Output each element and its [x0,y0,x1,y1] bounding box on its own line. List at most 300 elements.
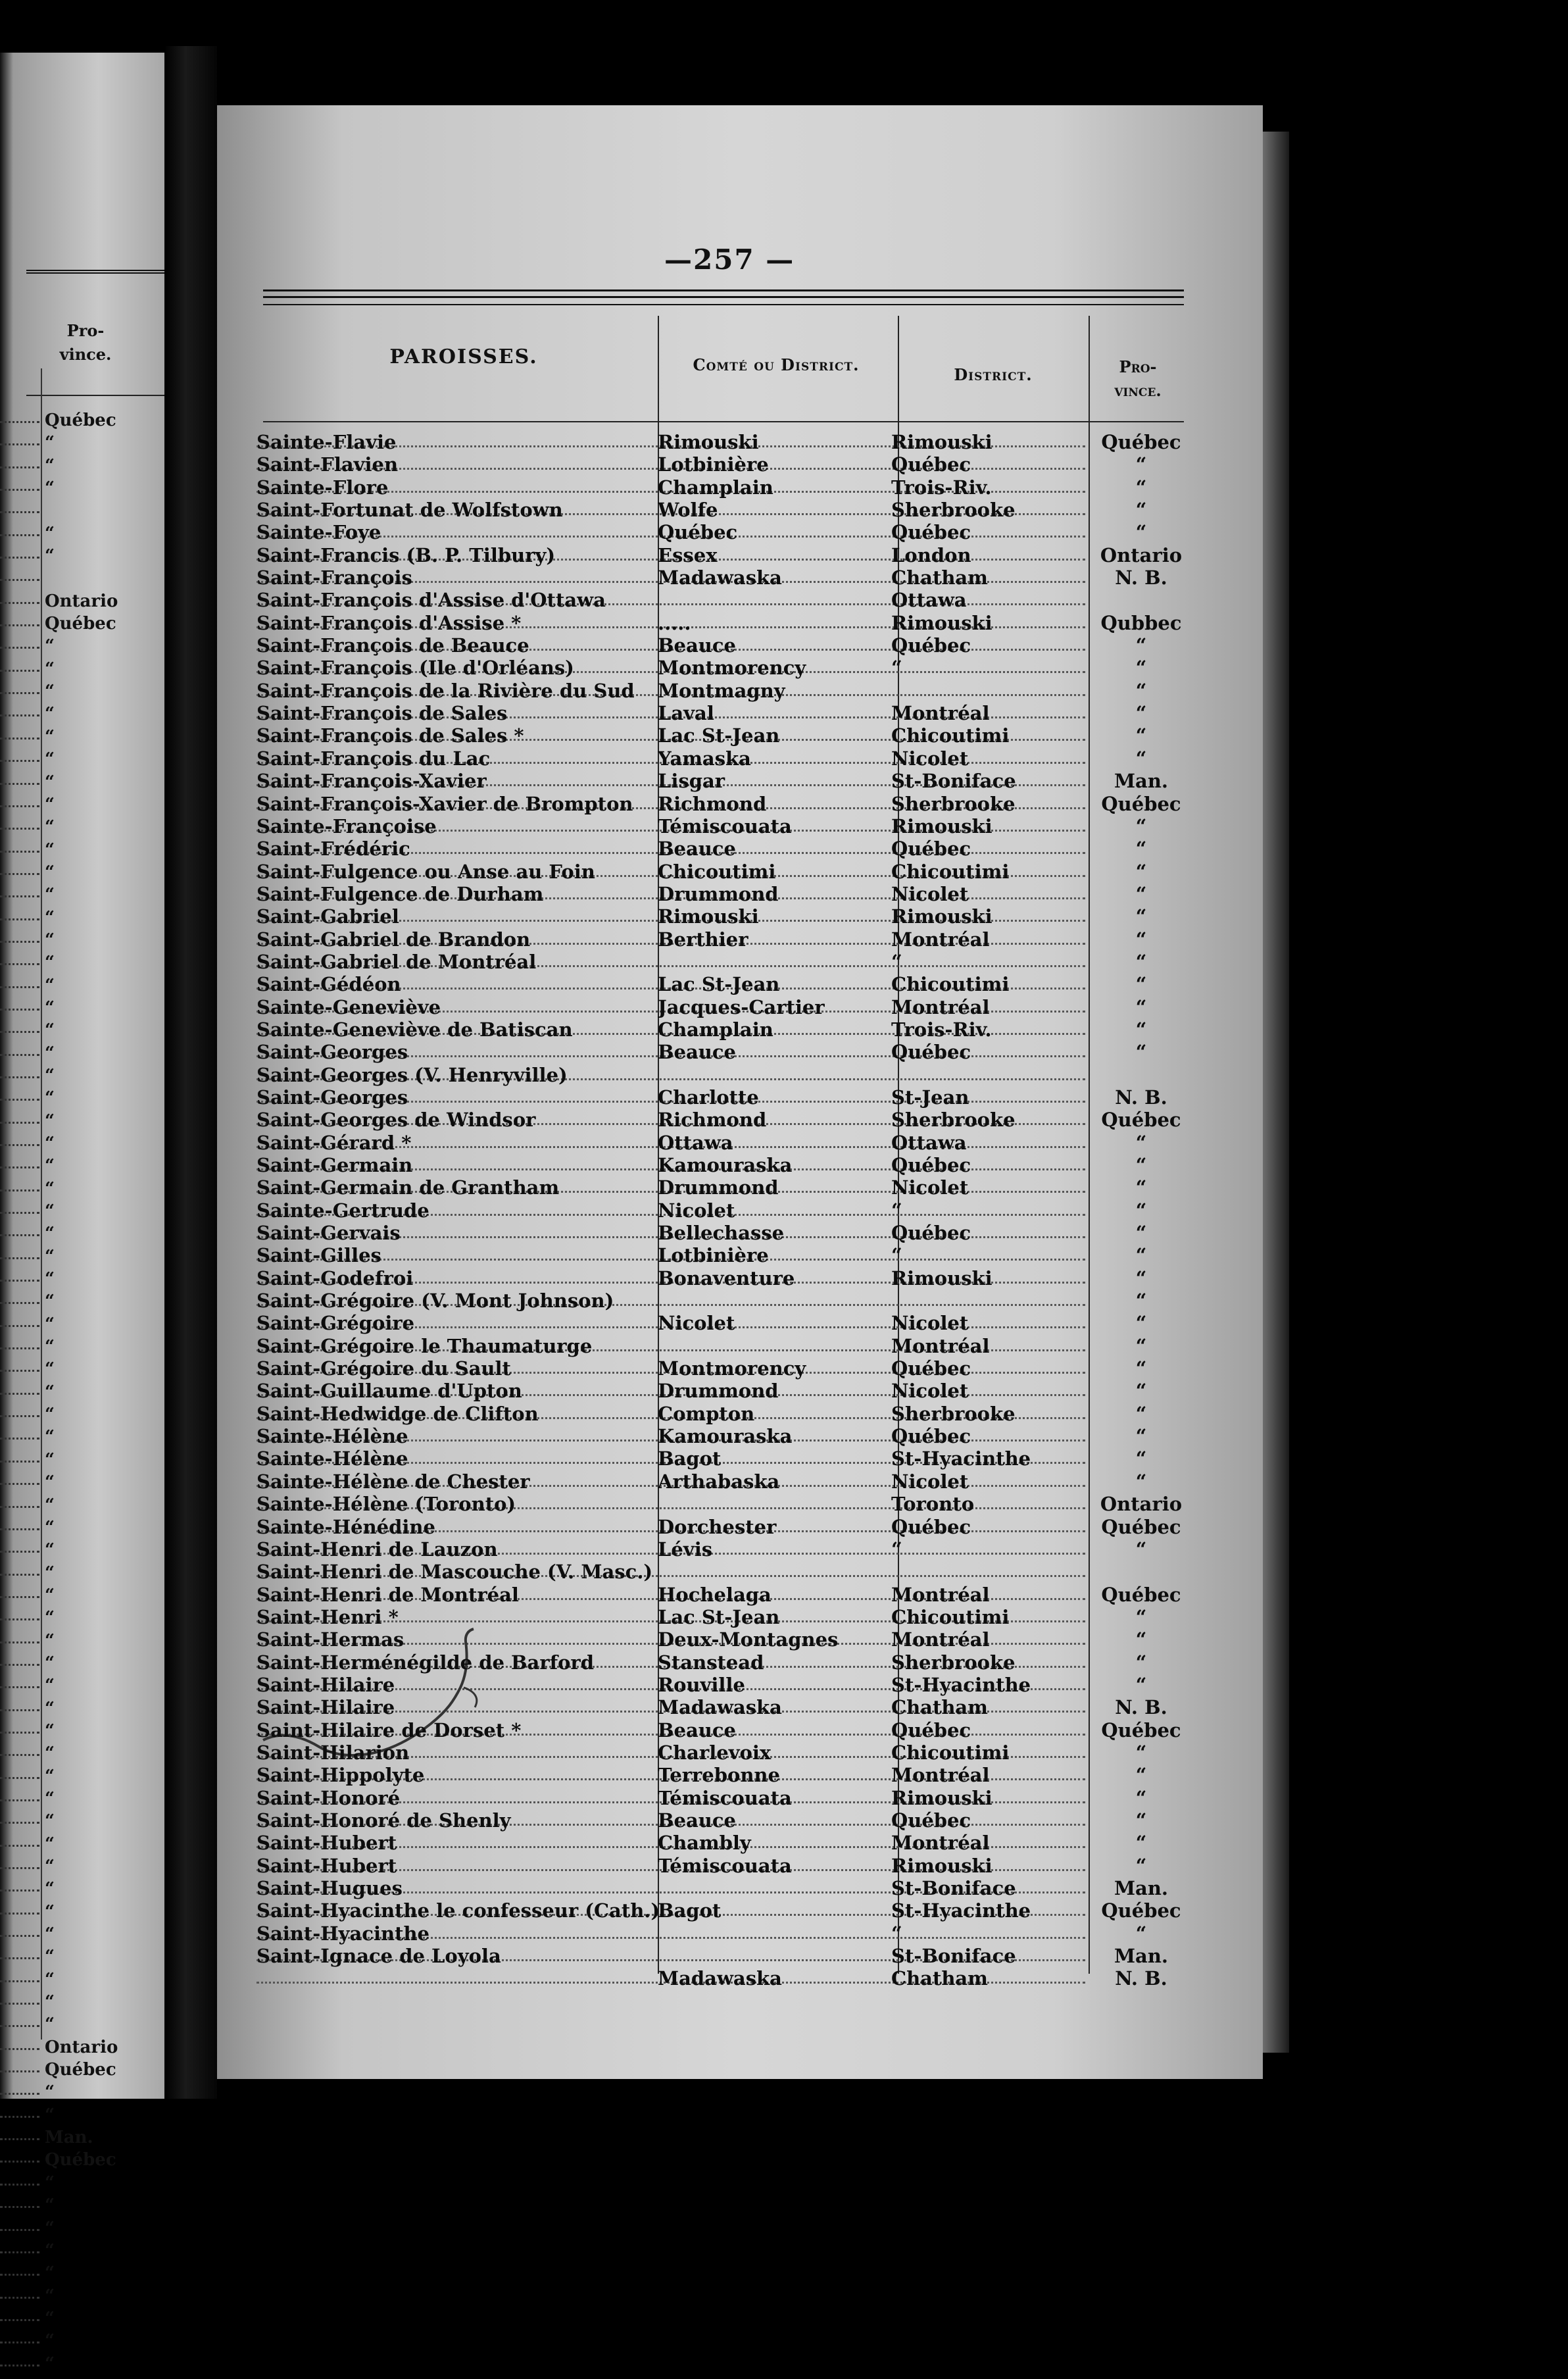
left-province-cell: “ [45,1359,55,1380]
parish-cell [257,1357,671,1380]
header-province-line-2: vince. [1114,381,1162,400]
parish-cell-text: Saint-François de Sales * [257,724,524,747]
left-province-cell: “ [45,1314,55,1334]
parish-cell-text: Saint-François de la Rivière du Sud [257,679,635,702]
district-cell-text: Rimouski [891,905,992,928]
parish-cell [257,973,671,995]
left-page-row [0,636,164,661]
left-page-row [0,503,164,526]
province-cell-text: Man. [1114,1945,1169,1968]
left-page-row [0,704,164,729]
parish-cell-text: Sainte-Hélène de Chester [257,1470,530,1493]
left-dot-leader [0,1415,39,1417]
parish-cell [257,1877,671,1899]
parish-cell [257,1628,671,1651]
table-row [230,1018,1190,1041]
county-cell [658,1719,881,1741]
province-cell [1092,1855,1190,1877]
left-dot-leader [0,2161,39,2163]
parish-cell-text: Saint-François-Xavier de Brompton [257,792,633,815]
district-cell-text: Ottawa [891,589,967,612]
left-dot-leader [0,1054,39,1056]
province-cell [1092,1493,1190,1515]
parish-cell [257,996,671,1018]
left-page-row [0,1949,164,1972]
district-cell-text: Nicolet [891,1470,969,1493]
parish-cell-text: Saint-Henri de Lauzon [257,1538,498,1561]
county-cell-text: Montmorency [658,657,806,680]
district-cell-text: Ottawa [891,1131,967,1154]
left-page-row [0,659,164,684]
county-cell-text: Chambly [658,1832,751,1855]
province-cell-text: “ [1135,1605,1147,1628]
province-cell [1092,1222,1190,1244]
left-header-line-1: Pro- [66,321,105,340]
parish-cell-text: Saint-Ignace de Loyola [257,1945,501,1968]
left-dot-leader [0,918,39,920]
table-row [230,1357,1190,1380]
page-edge [1263,132,1289,2053]
left-province-cell: “ [45,1134,55,1153]
parish-cell-text: Saint-Gérard * [257,1131,412,1154]
district-cell-text: Nicolet [891,1380,969,1403]
district-cell [891,1357,1085,1380]
province-cell-text: “ [1135,1312,1147,1335]
parish-cell-text: Saint-Hubert [257,1832,397,1855]
table-row [230,1606,1190,1628]
county-cell-text: Richmond [658,1109,767,1132]
parish-cell [257,1425,671,1447]
table-row [230,1696,1190,1718]
left-page-row [0,1269,164,1294]
left-province-cell: “ [45,1608,55,1628]
left-province-cell: “ [45,1766,55,1786]
county-cell [658,724,881,747]
province-cell-text: Québec [1101,792,1181,815]
province-cell-text: N. B. [1115,1967,1167,1990]
left-province-cell: Québec [45,614,116,634]
parish-cell-text: Saint-Germain [257,1154,413,1176]
left-dot-leader [0,647,39,649]
left-dot-leader [0,2093,39,2095]
table-row [230,1312,1190,1334]
left-province-cell: “ [45,1676,55,1696]
province-cell [1092,431,1190,453]
parish-cell [257,1674,671,1696]
table-row [230,1132,1190,1154]
left-dot-leader [0,443,39,445]
left-province-cell: Québec [45,411,116,430]
district-cell-text: St-Boniface [891,770,1016,793]
left-page-row [0,1246,164,1272]
left-province-cell: “ [45,1382,55,1402]
parish-cell-text: Saint-Godefroi [257,1266,414,1290]
district-cell [891,1832,1085,1854]
left-page-row [0,1720,164,1746]
province-cell [1092,1109,1190,1131]
district-cell [891,1267,1085,1290]
left-page-row [0,1382,164,1407]
table-row [230,1403,1190,1425]
parish-cell-text: Saint-Hilarion [257,1741,410,1764]
parish-cell [257,1222,671,1244]
district-cell [891,838,1085,860]
district-cell [891,1899,1085,1922]
parish-cell [257,928,671,951]
left-province-cell: “ [45,1947,55,1967]
left-dot-leader [0,895,39,897]
parish-cell [257,838,671,860]
parish-cell [257,905,671,928]
district-cell [891,1945,1085,1967]
district-cell-text: Montréal [891,928,990,951]
left-page-row [0,2263,164,2288]
table-row [230,1651,1190,1674]
county-cell [658,657,881,679]
left-page-row [0,546,164,571]
province-cell [1092,1357,1190,1380]
parish-cell [257,657,671,679]
parish-cell-text: Saint-Georges [257,1086,408,1109]
left-dot-leader [0,579,39,581]
left-province-cell: “ [45,1337,55,1357]
left-page-row [0,1407,164,1430]
province-cell [1092,1628,1190,1651]
left-page-row [0,1088,164,1113]
table-row [230,1064,1190,1086]
parish-cell-text: Sainte-Françoise [257,814,437,838]
district-cell-text: Nicolet [891,882,969,905]
parish-cell-text: Saint-Grégoire le Thaumaturge [257,1334,593,1357]
province-cell-text: Québec [1101,1583,1181,1606]
province-cell-text: “ [1135,476,1147,499]
table-row [230,1899,1190,1922]
county-cell [658,1267,881,1290]
parish-cell [257,1832,671,1854]
district-cell-text: Chicoutimi [891,973,1010,996]
district-cell-text: Québec [891,1809,971,1832]
table-row [230,1584,1190,1606]
parish-cell [257,1154,671,1176]
left-page-row [0,1156,164,1181]
left-page-province-header [46,319,125,366]
province-cell-text: “ [1135,1741,1147,1764]
table-row [230,905,1190,928]
county-cell [658,634,881,657]
left-province-cell: “ [45,749,55,770]
province-cell-text: “ [1135,1854,1147,1877]
province-cell [1092,657,1190,679]
province-cell-text: “ [1135,1334,1147,1357]
district-cell [891,1538,1085,1561]
county-cell [658,1199,881,1222]
parish-cell-text: Saint-Grégoire (V. Mont Johnson) [257,1290,614,1313]
left-province-cell: “ [45,523,55,543]
province-cell-text: Québec [1101,1109,1181,1132]
left-dot-leader [0,1099,39,1101]
district-cell-text: Québec [891,1718,971,1741]
parish-cell [257,589,671,611]
province-cell-text: “ [1135,1402,1147,1425]
county-cell-text: Hochelaga [658,1583,772,1606]
province-cell-text: Québec [1101,431,1181,453]
left-province-cell: “ [45,1449,55,1470]
province-cell-text: “ [1135,1380,1147,1403]
left-dot-leader [0,714,39,716]
district-cell [891,1470,1085,1493]
parish-cell [257,1335,671,1357]
parish-cell [257,1041,671,1063]
parish-cell [257,634,671,657]
left-province-cell: “ [45,1405,55,1425]
left-page-row [0,1901,164,1927]
parish-cell-text: Saint-Germain de Grantham [257,1176,560,1199]
book-spine [164,46,217,2099]
county-cell-text: Beauce [658,1809,736,1832]
left-province-cell: “ [45,1043,55,1063]
left-province-cell: “ [45,2308,55,2328]
left-page-row [0,1924,164,1949]
left-page-row [0,2017,164,2040]
left-page-row [0,1585,164,1611]
table-row [230,1967,1190,1990]
district-cell [891,1312,1085,1334]
left-dot-leader [0,1325,39,1327]
province-cell-text: “ [1135,747,1147,770]
left-dot-leader [0,421,39,423]
district-cell-text: Chicoutimi [891,1605,1010,1628]
district-cell-text: Québec [891,1154,971,1176]
table-row [230,724,1190,747]
table-row [230,973,1190,995]
left-page-row [0,1359,164,1384]
table-row [230,1719,1190,1741]
district-cell [891,431,1085,453]
parish-cell [257,1922,671,1945]
left-dot-leader [0,2251,39,2253]
province-cell-text: “ [1135,950,1147,973]
left-dot-leader [0,2025,39,2027]
county-cell-text: Bagot [658,1447,722,1470]
district-cell [891,1584,1085,1606]
province-cell-text: “ [1135,1222,1147,1245]
table-row [230,996,1190,1018]
district-cell [891,1967,1085,1990]
county-cell-text: Deux-Montagnes [658,1628,839,1651]
county-cell [658,770,881,792]
province-cell [1092,724,1190,747]
top-rule-thin [263,304,1184,305]
district-cell-text: Chicoutimi [891,860,1010,883]
province-cell [1092,747,1190,770]
province-cell [1092,1290,1190,1312]
province-cell-text: “ [1135,1786,1147,1809]
province-cell [1092,1606,1190,1628]
district-cell-text: Montréal [891,1764,990,1787]
left-province-cell: “ [45,1653,55,1673]
parish-cell [257,1109,671,1131]
province-cell [1092,1967,1190,1990]
table-row [230,521,1190,543]
left-province-cell: “ [45,1743,55,1764]
table-row [230,1109,1190,1131]
left-province-cell: “ [45,1788,55,1809]
left-dot-leader [0,1461,39,1463]
left-dot-leader [0,1393,39,1395]
district-cell [891,724,1085,747]
province-cell-text: “ [1135,882,1147,905]
left-dot-leader [0,1212,39,1214]
county-cell [658,1855,881,1877]
county-cell-text: Montmagny [658,679,785,702]
table-row [230,453,1190,476]
left-dot-leader [0,963,39,965]
parish-cell [257,1312,671,1334]
province-cell [1092,1244,1190,1266]
parish-cell-text: Saint-Hugues [257,1877,403,1899]
left-dot-leader [0,1551,39,1553]
parish-cell-text: Sainte-Flore [257,476,389,499]
district-cell-text: Nicolet [891,1176,969,1199]
left-province-cell: “ [45,2286,55,2306]
district-cell [891,1380,1085,1402]
left-dot-leader [0,1618,39,1620]
county-cell-text: Nicolet [658,1312,735,1335]
left-dot-leader [0,1302,39,1304]
district-cell [891,1719,1085,1741]
parish-cell-text: Saint-Hilaire [257,1696,395,1719]
parish-cell-text: Saint-Georges [257,1041,408,1064]
left-province-cell: Ontario [45,591,118,611]
left-province-cell: “ [45,1630,55,1651]
left-dot-leader [0,1347,39,1349]
left-page-row [0,2150,164,2175]
parish-cell-text: Saint-Gabriel de Montréal [257,950,537,973]
province-cell-text: “ [1135,1673,1147,1696]
county-cell-text: Témiscouata [658,1854,792,1877]
left-page-row [0,684,164,707]
county-cell-text: Madawaska [658,1967,782,1990]
left-dot-leader [0,2319,39,2321]
province-cell [1092,1764,1190,1786]
district-cell [891,770,1085,792]
province-cell-text: “ [1135,702,1147,725]
county-cell [658,1832,881,1854]
left-page-row [0,433,164,458]
county-cell-text: Ottawa [658,1131,733,1154]
parish-cell-text: Saint-Henri de Montréal [257,1583,519,1606]
left-dot-leader [0,851,39,853]
parish-cell [257,453,671,476]
province-cell [1092,793,1190,815]
province-cell [1092,1380,1190,1402]
county-cell [658,1809,881,1832]
table-row [230,1809,1190,1832]
parish-cell [257,702,671,724]
table-row [230,1832,1190,1854]
county-cell [658,1651,881,1674]
left-province-cell: “ [45,1111,55,1131]
county-cell-text: Bellechasse [658,1222,785,1245]
table-row [230,861,1190,883]
province-cell [1092,566,1190,589]
parish-cell [257,1696,671,1718]
province-cell-text: “ [1135,814,1147,838]
province-cell-text: “ [1135,1244,1147,1267]
province-cell-text: Ontario [1100,543,1183,566]
parish-cell [257,1538,671,1561]
parish-cell [257,431,671,453]
table-row [230,476,1190,499]
parish-cell [257,1018,671,1041]
parish-cell [257,499,671,521]
district-cell [891,1809,1085,1832]
county-cell [658,905,881,928]
left-dot-leader [0,602,39,604]
district-cell [891,973,1085,995]
county-cell [658,996,881,1018]
left-province-cell: “ [45,1201,55,1222]
district-cell [891,1222,1085,1244]
county-cell-text: Arthabaska [658,1470,780,1493]
left-page-row [0,1337,164,1362]
county-cell-text: Rimouski [658,431,759,453]
district-cell [891,1877,1085,1899]
parish-cell-text: Sainte-Geneviève de Batiscan [257,1018,573,1041]
left-province-cell: “ [45,839,55,860]
parish-cell-text: Saint-Honoré de Shenly [257,1809,511,1832]
left-dot-leader [0,1980,39,1982]
district-cell [891,1447,1085,1470]
province-cell [1092,996,1190,1018]
province-cell-text: “ [1135,1832,1147,1855]
county-cell-text: Bonaventure [658,1266,795,1290]
table-row [230,1493,1190,1515]
county-cell-text: Montmorency [658,1357,806,1380]
left-page-row [0,2082,164,2107]
parish-cell-text: Saint-Frédéric [257,838,410,861]
left-province-cell: Ontario [45,2037,118,2057]
table-row [230,1335,1190,1357]
parish-cell-text: Sainte-Flavie [257,431,397,453]
parish-cell [257,815,671,838]
left-dot-leader [0,2003,39,2005]
left-dot-leader [0,1506,39,1508]
district-cell [891,1154,1085,1176]
county-cell [658,1018,881,1041]
parish-cell [257,747,671,770]
left-page-row [0,571,164,593]
county-cell-text: Champlain [658,476,773,499]
district-cell-text: Chatham [891,566,988,589]
parish-cell [257,1945,671,1967]
parish-cell [257,724,671,747]
left-dot-leader [0,624,39,626]
province-cell [1092,905,1190,928]
left-dot-leader [0,2341,39,2343]
district-cell-text: Montréal [891,1628,990,1651]
left-page-row [0,1201,164,1226]
parish-cell [257,951,671,973]
district-cell-text: St-Hyacinthe [891,1447,1031,1470]
left-province-cell: “ [45,1811,55,1832]
left-province-cell: “ [45,1540,55,1561]
left-page-row [0,413,164,436]
parish-cell [257,1584,671,1606]
district-cell-text: “ [891,657,902,680]
table-row [230,1222,1190,1244]
province-cell-text: “ [1135,995,1147,1018]
